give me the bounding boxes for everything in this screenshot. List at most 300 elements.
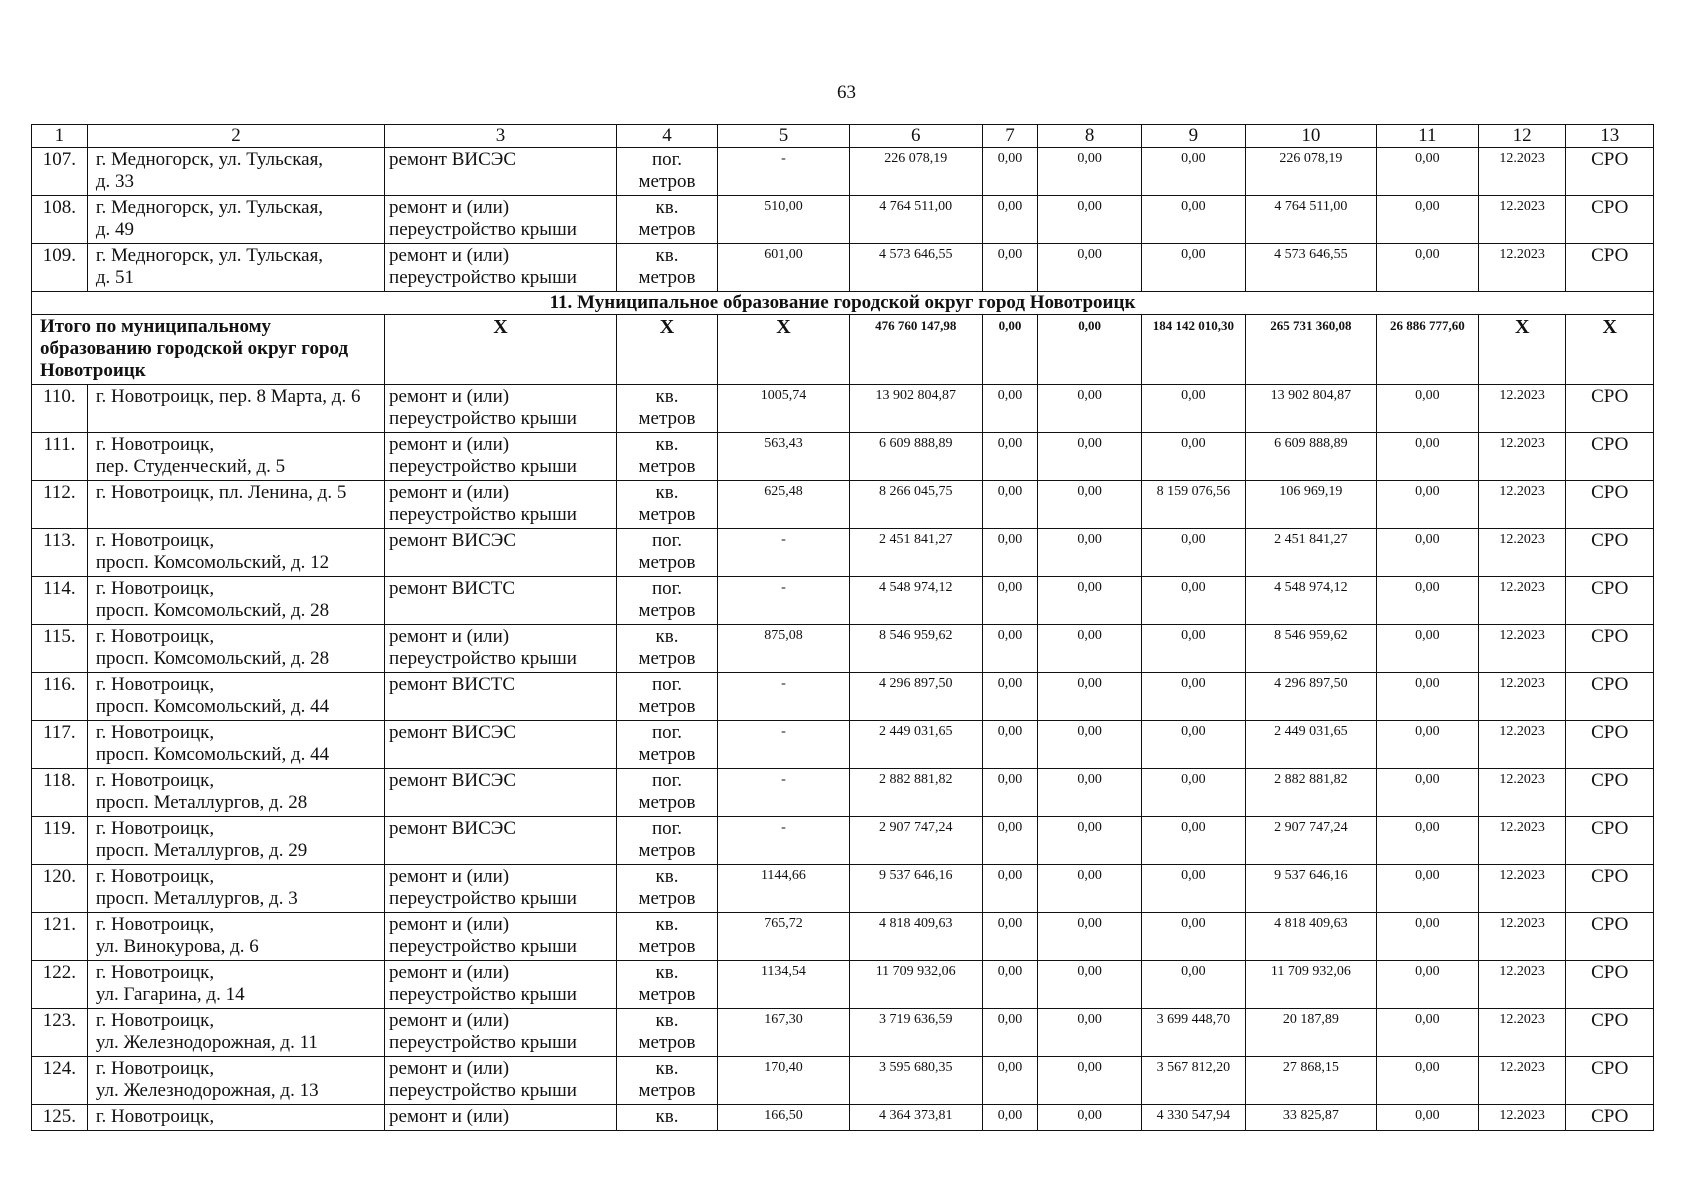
col11-cell: 0,00 — [1376, 865, 1478, 913]
col7-cell: 0,00 — [982, 1057, 1038, 1105]
table-row — [32, 817, 1654, 865]
cell-line-1: кв. — [655, 482, 679, 503]
cell-line-1: г. Новотроицк, — [95, 578, 215, 599]
work-type-cell — [385, 244, 617, 292]
row-number: 112. — [32, 481, 88, 529]
unit-cell — [616, 577, 717, 625]
area-cell: 875,08 — [718, 625, 850, 673]
category-cell: СРО — [1566, 817, 1654, 865]
total-c9-cell: 184 142 010,30 — [1141, 315, 1245, 385]
table-row — [32, 673, 1654, 721]
col9-cell: 0,00 — [1141, 433, 1245, 481]
col9-cell: 0,00 — [1141, 961, 1245, 1009]
col8-cell: 0,00 — [1038, 961, 1141, 1009]
row-number: 113. — [32, 529, 88, 577]
col10-cell: 9 537 646,16 — [1246, 865, 1377, 913]
col7-cell: 0,00 — [982, 1009, 1038, 1057]
cell-line-2: метров — [638, 219, 696, 240]
total-cost-cell: 3 719 636,59 — [849, 1009, 982, 1057]
column-header: 4 — [616, 125, 717, 148]
total-cost-cell: 4 764 511,00 — [849, 196, 982, 244]
cell-line-1: кв. — [655, 197, 679, 218]
date-cell: 12.2023 — [1478, 673, 1565, 721]
row-number: 110. — [32, 385, 88, 433]
cell-line-1: г. Новотроицк, — [95, 914, 215, 935]
col10-cell: 2 451 841,27 — [1246, 529, 1377, 577]
col9-cell: 0,00 — [1141, 196, 1245, 244]
cell-line-1: кв. — [655, 962, 679, 983]
row-number: 124. — [32, 1057, 88, 1105]
row-number: 123. — [32, 1009, 88, 1057]
col9-cell: 0,00 — [1141, 673, 1245, 721]
cell-line-2: метров — [638, 1080, 696, 1101]
row-number: 115. — [32, 625, 88, 673]
cell-line-1: г. Новотроицк, — [95, 626, 215, 647]
total-cost-cell: 4 296 897,50 — [849, 673, 982, 721]
unit-cell — [616, 913, 717, 961]
cell-line-1: кв. — [655, 245, 679, 266]
total-cost-cell: 11 709 932,06 — [849, 961, 982, 1009]
cell-line-1: г. Новотроицк, — [95, 722, 215, 743]
column-header: 9 — [1141, 125, 1245, 148]
cell-line-1: г. Новотроицк, — [95, 1010, 215, 1031]
cell-line-1: кв. — [655, 434, 679, 455]
total-cost-cell: 4 818 409,63 — [849, 913, 982, 961]
category-cell: СРО — [1566, 1057, 1654, 1105]
col8-cell: 0,00 — [1038, 913, 1141, 961]
work-type-cell — [385, 913, 617, 961]
col10-cell: 4 573 646,55 — [1246, 244, 1377, 292]
col10-cell: 2 449 031,65 — [1246, 721, 1377, 769]
cell-line-2: метров — [638, 792, 696, 813]
address-cell — [87, 577, 384, 625]
cell-line-1: кв. — [655, 1010, 679, 1031]
date-cell: 12.2023 — [1478, 577, 1565, 625]
total-cost-cell: 226 078,19 — [849, 148, 982, 196]
area-cell: 510,00 — [718, 196, 850, 244]
area-cell: 625,48 — [718, 481, 850, 529]
col8-cell: 0,00 — [1038, 529, 1141, 577]
address-cell — [87, 481, 384, 529]
col8-cell: 0,00 — [1038, 673, 1141, 721]
cell-line-1: пог. — [651, 722, 683, 743]
cell-line-1: ремонт ВИСЭС — [389, 530, 517, 551]
cell-line-1: пог. — [651, 149, 683, 170]
work-type-cell — [385, 577, 617, 625]
table-row — [32, 721, 1654, 769]
unit-cell — [616, 1009, 717, 1057]
col9-cell: 0,00 — [1141, 817, 1245, 865]
cell-line-1: г. Медногорск, ул. Тульская, — [95, 197, 324, 218]
col9-cell: 0,00 — [1141, 148, 1245, 196]
cell-line-2: метров — [638, 408, 696, 429]
category-cell: СРО — [1566, 148, 1654, 196]
cell-line-1: г. Медногорск, ул. Тульская, — [95, 245, 324, 266]
unit-cell — [616, 433, 717, 481]
col7-cell: 0,00 — [982, 148, 1038, 196]
col9-cell: 0,00 — [1141, 244, 1245, 292]
cell-line-1: г. Новотроицк, пл. Ленина, д. 5 — [95, 482, 347, 503]
cell-line-2: метров — [638, 984, 696, 1005]
col7-cell: 0,00 — [982, 913, 1038, 961]
address-cell — [87, 385, 384, 433]
col9-cell: 8 159 076,56 — [1141, 481, 1245, 529]
col10-cell: 27 868,15 — [1246, 1057, 1377, 1105]
col8-cell: 0,00 — [1038, 433, 1141, 481]
total-cost-cell: 4 548 974,12 — [849, 577, 982, 625]
column-number-header — [32, 125, 1654, 148]
section-row — [32, 292, 1654, 315]
cell-line-1: ремонт и (или) — [389, 1058, 510, 1079]
col10-cell: 4 818 409,63 — [1246, 913, 1377, 961]
col11-cell: 0,00 — [1376, 961, 1478, 1009]
cell-line-1: ремонт и (или) — [389, 434, 510, 455]
total-cost-cell: 2 907 747,24 — [849, 817, 982, 865]
unit-cell — [616, 529, 717, 577]
cell-line-2: метров — [638, 936, 696, 957]
address-cell — [87, 148, 384, 196]
address-cell — [87, 625, 384, 673]
row-number: 120. — [32, 865, 88, 913]
category-cell: СРО — [1566, 385, 1654, 433]
address-cell — [87, 961, 384, 1009]
col8-cell: 0,00 — [1038, 1057, 1141, 1105]
cell-line-2: просп. Комсомольский, д. 28 — [95, 600, 330, 621]
total-cost-cell: 8 266 045,75 — [849, 481, 982, 529]
cell-line-1: пог. — [651, 674, 683, 695]
cell-line-2: д. 49 — [95, 219, 135, 240]
col10-cell: 106 969,19 — [1246, 481, 1377, 529]
total-label: Итого по муниципальному образованию городской округ город Новотроицк — [32, 315, 385, 385]
col10-cell: 4 764 511,00 — [1246, 196, 1377, 244]
cell-line-1: г. Новотроицк, — [95, 818, 215, 839]
col11-cell: 0,00 — [1376, 1057, 1478, 1105]
unit-cell — [616, 148, 717, 196]
cell-line-1: ремонт и (или) — [389, 1010, 510, 1031]
cell-line-2: переустройство крыши — [389, 408, 577, 429]
col9-cell: 0,00 — [1141, 385, 1245, 433]
col10-cell: 2 907 747,24 — [1246, 817, 1377, 865]
table-row — [32, 196, 1654, 244]
col11-cell: 0,00 — [1376, 244, 1478, 292]
col8-cell: 0,00 — [1038, 385, 1141, 433]
cell-line-2: метров — [638, 552, 696, 573]
column-header: 10 — [1246, 125, 1377, 148]
cell-line-1: ремонт и (или) — [389, 386, 510, 407]
cell-line-2: просп. Комсомольский, д. 12 — [95, 552, 330, 573]
cell-line-1: г. Новотроицк, — [95, 434, 215, 455]
x-mark: X — [385, 315, 617, 385]
unit-cell — [616, 961, 717, 1009]
table-row — [32, 1009, 1654, 1057]
work-type-cell — [385, 961, 617, 1009]
total-cost-cell: 13 902 804,87 — [849, 385, 982, 433]
table-row — [32, 769, 1654, 817]
address-cell — [87, 673, 384, 721]
work-type-cell — [385, 481, 617, 529]
cell-line-1: ремонт и (или) — [389, 866, 510, 887]
cell-line-1: ремонт ВИСТС — [389, 674, 516, 695]
cell-line-1: г. Новотроицк, — [95, 866, 215, 887]
col7-cell: 0,00 — [982, 577, 1038, 625]
cell-line-1: кв. — [655, 1106, 679, 1127]
cell-line-2: просп. Комсомольский, д. 28 — [95, 648, 330, 669]
x-mark: X — [616, 315, 717, 385]
total-cost-cell: 4 573 646,55 — [849, 244, 982, 292]
category-cell: СРО — [1566, 1009, 1654, 1057]
row-number: 114. — [32, 577, 88, 625]
col8-cell: 0,00 — [1038, 865, 1141, 913]
row-number: 125. — [32, 1105, 88, 1131]
col11-cell: 0,00 — [1376, 481, 1478, 529]
cell-line-1: ремонт и (или) — [389, 914, 510, 935]
cell-line-1: кв. — [655, 914, 679, 935]
col11-cell: 0,00 — [1376, 529, 1478, 577]
work-type-cell — [385, 817, 617, 865]
col8-cell: 0,00 — [1038, 196, 1141, 244]
table-row — [32, 244, 1654, 292]
col9-cell: 3 699 448,70 — [1141, 1009, 1245, 1057]
cell-line-2: переустройство крыши — [389, 267, 577, 288]
unit-cell — [616, 1057, 717, 1105]
unit-cell — [616, 721, 717, 769]
cell-line-2: д. 33 — [95, 171, 135, 192]
category-cell: СРО — [1566, 196, 1654, 244]
cell-line-2: метров — [638, 696, 696, 717]
column-header: 8 — [1038, 125, 1141, 148]
col8-cell: 0,00 — [1038, 148, 1141, 196]
cell-line-1: ремонт и (или) — [389, 197, 510, 218]
area-cell: 170,40 — [718, 1057, 850, 1105]
col7-cell: 0,00 — [982, 529, 1038, 577]
total-c8-cell: 0,00 — [1038, 315, 1141, 385]
category-cell: СРО — [1566, 913, 1654, 961]
cell-line-1: г. Новотроицк, пер. 8 Марта, д. 6 — [95, 386, 361, 407]
col7-cell: 0,00 — [982, 385, 1038, 433]
date-cell: 12.2023 — [1478, 817, 1565, 865]
total-cost-cell: 4 364 373,81 — [849, 1105, 982, 1131]
column-header: 1 — [32, 125, 88, 148]
unit-cell — [616, 625, 717, 673]
area-cell: 1134,54 — [718, 961, 850, 1009]
cell-line-1: ремонт и (или) — [389, 482, 510, 503]
work-type-cell — [385, 721, 617, 769]
col11-cell: 0,00 — [1376, 913, 1478, 961]
cell-line-1: пог. — [651, 578, 683, 599]
cell-line-1: г. Новотроицк, — [95, 962, 215, 983]
col7-cell: 0,00 — [982, 433, 1038, 481]
table-row — [32, 481, 1654, 529]
unit-cell — [616, 769, 717, 817]
col9-cell: 4 330 547,94 — [1141, 1105, 1245, 1131]
cell-line-1: г. Новотроицк, — [95, 530, 215, 551]
col8-cell: 0,00 — [1038, 244, 1141, 292]
column-header: 5 — [718, 125, 850, 148]
cell-line-2: ул. Винокурова, д. 6 — [95, 936, 259, 957]
category-cell: СРО — [1566, 433, 1654, 481]
col8-cell: 0,00 — [1038, 625, 1141, 673]
category-cell: СРО — [1566, 673, 1654, 721]
col8-cell: 0,00 — [1038, 1009, 1141, 1057]
col11-cell: 0,00 — [1376, 577, 1478, 625]
address-cell — [87, 865, 384, 913]
x-mark: X — [718, 315, 850, 385]
category-cell: СРО — [1566, 721, 1654, 769]
cell-line-1: ремонт ВИСЭС — [389, 770, 517, 791]
work-type-cell — [385, 433, 617, 481]
col7-cell: 0,00 — [982, 1105, 1038, 1131]
cell-line-2: переустройство крыши — [389, 1080, 577, 1101]
unit-cell — [616, 244, 717, 292]
date-cell: 12.2023 — [1478, 148, 1565, 196]
col7-cell: 0,00 — [982, 769, 1038, 817]
col7-cell: 0,00 — [982, 481, 1038, 529]
col7-cell: 0,00 — [982, 865, 1038, 913]
cell-line-2: переустройство крыши — [389, 219, 577, 240]
table-row — [32, 577, 1654, 625]
cell-line-2: метров — [638, 744, 696, 765]
col11-cell: 0,00 — [1376, 769, 1478, 817]
area-cell: 1005,74 — [718, 385, 850, 433]
cell-line-1: г. Медногорск, ул. Тульская, — [95, 149, 324, 170]
row-number: 107. — [32, 148, 88, 196]
address-cell — [87, 817, 384, 865]
table-row — [32, 529, 1654, 577]
unit-cell — [616, 865, 717, 913]
cell-line-1: кв. — [655, 1058, 679, 1079]
cell-line-2: метров — [638, 171, 696, 192]
cell-line-2: д. 51 — [95, 267, 135, 288]
cell-line-1: пог. — [651, 818, 683, 839]
unit-cell — [616, 481, 717, 529]
cell-line-2: пер. Студенческий, д. 5 — [95, 456, 286, 477]
work-type-cell — [385, 529, 617, 577]
date-cell: 12.2023 — [1478, 481, 1565, 529]
col11-cell: 0,00 — [1376, 1009, 1478, 1057]
col11-cell: 0,00 — [1376, 385, 1478, 433]
col7-cell: 0,00 — [982, 817, 1038, 865]
table-row — [32, 961, 1654, 1009]
unit-cell — [616, 673, 717, 721]
cell-line-1: ремонт и (или) — [389, 962, 510, 983]
row-number: 117. — [32, 721, 88, 769]
work-type-cell — [385, 625, 617, 673]
table-row — [32, 148, 1654, 196]
col10-cell: 33 825,87 — [1246, 1105, 1377, 1131]
row-number: 119. — [32, 817, 88, 865]
column-header: 7 — [982, 125, 1038, 148]
cell-line-1: г. Новотроицк, — [95, 1058, 215, 1079]
cell-line-2: метров — [638, 504, 696, 525]
work-type-cell — [385, 1105, 617, 1131]
cell-line-2: просп. Металлургов, д. 3 — [95, 888, 298, 909]
col11-cell: 0,00 — [1376, 817, 1478, 865]
area-cell: - — [718, 577, 850, 625]
date-cell: 12.2023 — [1478, 196, 1565, 244]
cell-line-1: кв. — [655, 866, 679, 887]
area-cell: 1144,66 — [718, 865, 850, 913]
address-cell — [87, 1105, 384, 1131]
cell-line-2: переустройство крыши — [389, 648, 577, 669]
row-number: 111. — [32, 433, 88, 481]
col10-cell: 4 548 974,12 — [1246, 577, 1377, 625]
cell-line-2: метров — [638, 648, 696, 669]
total-row — [32, 315, 1654, 385]
total-cost-cell: 2 449 031,65 — [849, 721, 982, 769]
cell-line-1: пог. — [651, 530, 683, 551]
date-cell: 12.2023 — [1478, 625, 1565, 673]
work-type-cell — [385, 865, 617, 913]
category-cell: СРО — [1566, 865, 1654, 913]
date-cell: 12.2023 — [1478, 961, 1565, 1009]
col9-cell: 0,00 — [1141, 913, 1245, 961]
cell-line-2: переустройство крыши — [389, 936, 577, 957]
cell-line-2: ул. Гагарина, д. 14 — [95, 984, 245, 1005]
col11-cell: 0,00 — [1376, 148, 1478, 196]
row-number: 121. — [32, 913, 88, 961]
table-row — [32, 913, 1654, 961]
col8-cell: 0,00 — [1038, 769, 1141, 817]
cell-line-1: г. Новотроицк, — [95, 1106, 215, 1127]
work-type-cell — [385, 385, 617, 433]
date-cell: 12.2023 — [1478, 865, 1565, 913]
area-cell: - — [718, 721, 850, 769]
cell-line-2: переустройство крыши — [389, 1032, 577, 1053]
category-cell: СРО — [1566, 769, 1654, 817]
cell-line-2: просп. Металлургов, д. 28 — [95, 792, 308, 813]
unit-cell — [616, 817, 717, 865]
total-cost-cell: 2 882 881,82 — [849, 769, 982, 817]
row-number: 116. — [32, 673, 88, 721]
col11-cell: 0,00 — [1376, 721, 1478, 769]
total-cost-cell: 8 546 959,62 — [849, 625, 982, 673]
address-cell — [87, 433, 384, 481]
address-cell — [87, 913, 384, 961]
cell-line-2: переустройство крыши — [389, 504, 577, 525]
row-number: 122. — [32, 961, 88, 1009]
cell-line-2: переустройство крыши — [389, 984, 577, 1005]
column-header: 11 — [1376, 125, 1478, 148]
col11-cell: 0,00 — [1376, 625, 1478, 673]
col7-cell: 0,00 — [982, 721, 1038, 769]
cell-line-2: переустройство крыши — [389, 456, 577, 477]
cell-line-2: просп. Комсомольский, д. 44 — [95, 696, 330, 717]
table-row — [32, 385, 1654, 433]
cell-line-1: ремонт и (или) — [389, 626, 510, 647]
col9-cell: 0,00 — [1141, 625, 1245, 673]
cell-line-1: г. Новотроицк, — [95, 674, 215, 695]
cell-line-1: кв. — [655, 626, 679, 647]
col11-cell: 0,00 — [1376, 1105, 1478, 1131]
col9-cell: 3 567 812,20 — [1141, 1057, 1245, 1105]
cell-line-1: ремонт ВИСТС — [389, 578, 516, 599]
col10-cell: 4 296 897,50 — [1246, 673, 1377, 721]
program-table — [31, 124, 1654, 1131]
area-cell: - — [718, 148, 850, 196]
cell-line-1: г. Новотроицк, — [95, 770, 215, 791]
col10-cell: 6 609 888,89 — [1246, 433, 1377, 481]
cell-line-2: ул. Железнодорожная, д. 13 — [95, 1080, 319, 1101]
date-cell: 12.2023 — [1478, 1105, 1565, 1131]
total-cost-cell: 3 595 680,35 — [849, 1057, 982, 1105]
area-cell: - — [718, 769, 850, 817]
cell-line-1: ремонт и (или) — [389, 245, 510, 266]
cell-line-2: метров — [638, 600, 696, 621]
col9-cell: 0,00 — [1141, 577, 1245, 625]
total-c10-cell: 265 731 360,08 — [1246, 315, 1377, 385]
work-type-cell — [385, 673, 617, 721]
date-cell: 12.2023 — [1478, 1009, 1565, 1057]
